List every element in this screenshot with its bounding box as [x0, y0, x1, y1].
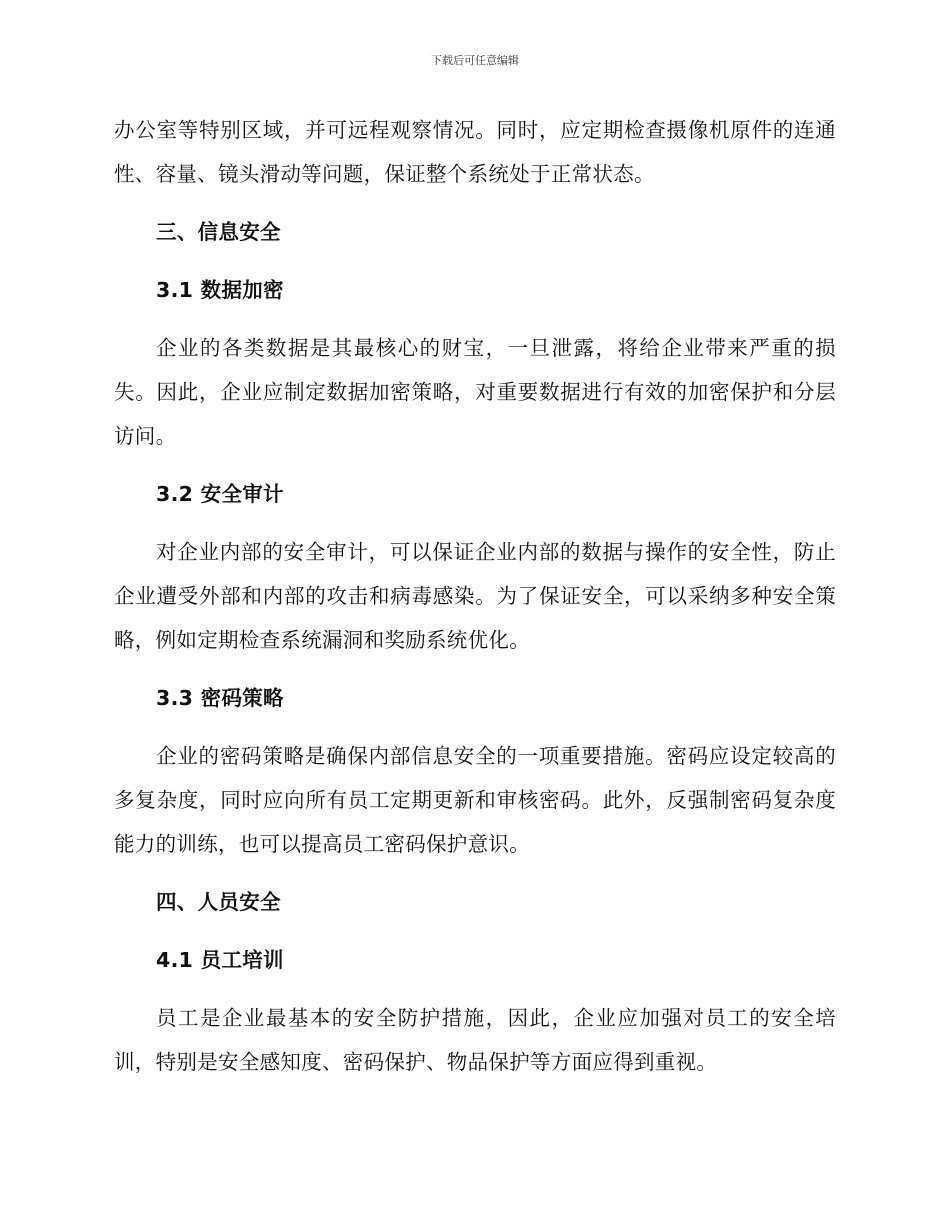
paragraph-continuation: 办公室等特别区域，并可远程观察情况。同时，应定期检查摄像机原件的连通性、容量、镜头滑动等问题，保证整个系统处于正常状态。: [114, 118, 836, 186]
paragraph-password-policy: 企业的密码策略是确保内部信息安全的一项重要措施。密码应设定较高的多复杂度，同时应向所有员工定期更新和审核密码。此外，反强制密码复杂度能力的训练，也可以提高员工密码保护意识。: [114, 744, 836, 856]
paragraph-data-encryption: 企业的各类数据是其最核心的财宝，一旦泄露，将给企业带来严重的损失。因此，企业应制定数据加密策略，对重要数据进行有效的加密保护和分层访问。: [114, 336, 836, 448]
paragraph-employee-training: 员工是企业最基本的安全防护措施，因此，企业应加强对员工的安全培训，特别是安全感知度、密码保护、物品保护等方面应得到重视。: [114, 1006, 836, 1074]
section-heading-personnel-security: 四、人员安全: [156, 890, 281, 914]
page-header: 下载后可任意编辑: [431, 54, 519, 67]
subheading-password-policy: 3.3 密码策略: [156, 686, 284, 710]
subheading-security-audit: 3.2 安全审计: [156, 482, 284, 506]
section-heading-information-security: 三、信息安全: [156, 220, 281, 244]
document-body: [114, 108, 836, 1084]
subheading-data-encryption: 3.1 数据加密: [156, 278, 284, 302]
subheading-employee-training: 4.1 员工培训: [156, 948, 284, 972]
paragraph-security-audit: 对企业内部的安全审计，可以保证企业内部的数据与操作的安全性，防止企业遭受外部和内部的攻击和病毒感染。为了保证安全，可以采纳多种安全策略，例如定期检查系统漏洞和奖励系统优化。: [114, 540, 836, 652]
